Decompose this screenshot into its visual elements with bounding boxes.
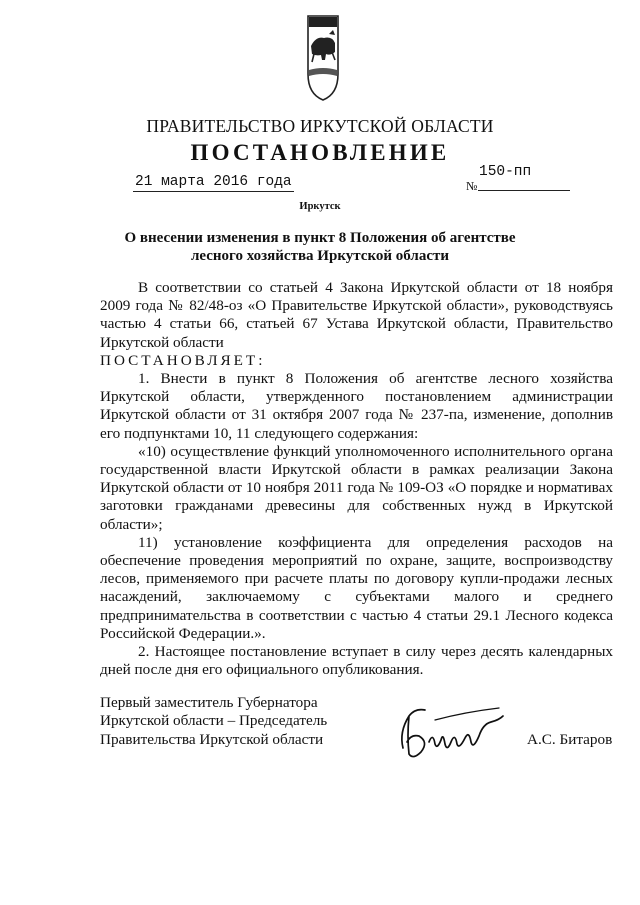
document-subject: О внесении изменения в пункт 8 Положения об агентстве лесного хозяйства Иркутской области (124, 230, 516, 264)
signatory-position-line: Иркутской области – Председатель (100, 712, 328, 730)
number-underline (478, 190, 570, 191)
government-title: ПРАВИТЕЛЬСТВО ИРКУТСКОЙ ОБЛАСТИ (146, 116, 494, 136)
signatory-position (100, 694, 327, 749)
document-type-heading: ПОСТАНОВЛЕНИЕ (190, 140, 450, 165)
signatory-position-line: Правительства Иркутской области (100, 730, 324, 748)
city-label: Иркутск (299, 201, 341, 212)
handwritten-signature (395, 702, 507, 762)
coat-of-arms-emblem (302, 10, 344, 104)
signatory-position-line: Первый заместитель Губернатора (100, 694, 318, 711)
signer-name: А.С. Битаров (527, 731, 613, 748)
subitem-11-paragraph: 11) установление коэффициента для определения расходов на обеспечение проведения мероприятий по охране, защите, воспроизводству лесов, применяемого при расчете платы по договору купли-продажи лесных насаждений, заключаемому с субъектами малого и среднего предпринимательства в соответствии с частью 4 статьи 29.1 Лесного кодекса Российской Федерации.». (100, 533, 613, 642)
preamble-paragraph: В соответствии со статьей 4 Закона Иркутской области от 18 ноября 2009 года № 82/48-оз «О Правительстве Иркутской области», руководствуясь частью 4 статьи 66, статьей 67 Устава Иркутской области, Правительство Иркутской области (100, 279, 613, 351)
number-sign: № (466, 179, 478, 193)
item-1-paragraph: 1. Внести в пункт 8 Положения об агентстве лесного хозяйства Иркутской области, утвержденного постановлением администрации Иркутской области от 31 октября 2007 года № 237-па, изменение, дополнив его подпунктами 10, 11 следующего содержания: (100, 370, 613, 442)
document-date: 21 марта 2016 года (135, 174, 292, 190)
subitem-10-paragraph: «10) осуществление функций уполномоченного исполнительного органа государственной власти Иркутской области в рамках реализации Закона Иркутской области от 10 ноября 2011 года № 109-ОЗ «О порядке и нормативах заготовки гражданами древесины для собственных нужд в Иркутской области»; (100, 442, 613, 533)
resolves-heading: ПОСТАНОВЛЯЕТ: (100, 351, 266, 369)
item-2-paragraph: 2. Настоящее постановление вступает в силу через десять календарных дней после дня его официального опубликования. (100, 643, 613, 679)
document-body (100, 279, 613, 679)
document-number: 150-пп (479, 164, 532, 180)
